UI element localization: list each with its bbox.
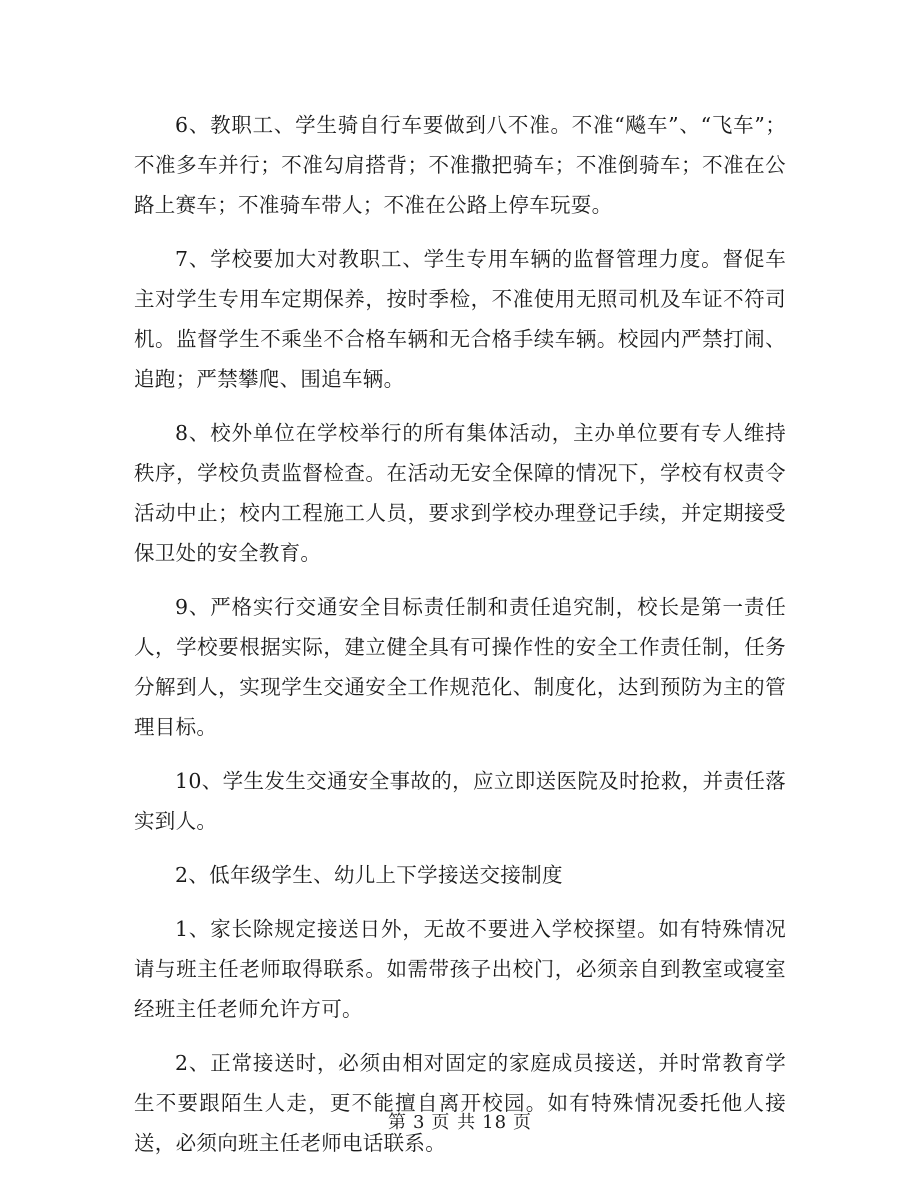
paragraph-rule-10: 10、学生发生交通安全事故的，应立即送医院及时抢救，并责任落实到人。 <box>134 769 786 833</box>
footer-prefix: 第 <box>387 1112 407 1133</box>
section-heading: 2、低年级学生、幼儿上下学接送交接制度 <box>175 863 563 887</box>
page-footer <box>0 1108 920 1138</box>
footer-suffix: 页 <box>513 1112 533 1133</box>
paragraph-pickup-1: 1、家长除规定接送日外，无故不要进入学校探望。如有特殊情况请与班主任老师取得联系。如需带孩子出校门，必须亲自到教室或寝室经班主任老师允许方可。 <box>134 917 786 1021</box>
paragraph-rule-6: 6、教职工、学生骑自行车要做到八不准。不准“飚车”、“飞车”；不准多车并行；不准勾肩搭背；不准撒把骑车；不准倒骑车；不准在公路上赛车；不准骑车带人；不准在公路上停车玩耍。 <box>134 113 786 217</box>
footer-total-pages: 18 <box>482 1112 508 1133</box>
document-body <box>134 105 786 1177</box>
paragraph-pickup-2: 2、正常接送时，必须由相对固定的家庭成员接送，并时常教育学生不要跟陌生人走，更不能擅自离开校园。如有特殊情况委托他人接送，必须向班主任老师电话联系。 <box>134 1051 786 1155</box>
paragraph-rule-9: 9、严格实行交通安全目标责任制和责任追究制，校长是第一责任人，学校要根据实际，建立健全具有可操作性的安全工作责任制，任务分解到人，实现学生交通安全工作规范化、制度化，达到预防为主的管理目标。 <box>134 595 786 739</box>
paragraph-rule-8: 8、校外单位在学校举行的所有集体活动，主办单位要有专人维持秩序，学校负责监督检查。在活动无安全保障的情况下，学校有权责令活动中止；校内工程施工人员，要求到学校办理登记手续，并定期接受保卫处的安全教育。 <box>134 421 786 565</box>
footer-page-number: 3 <box>412 1112 426 1133</box>
footer-middle: 页 共 <box>431 1112 477 1133</box>
paragraph-rule-7: 7、学校要加大对教职工、学生专用车辆的监督管理力度。督促车主对学生专用车定期保养，按时季检，不准使用无照司机及车证不符司机。监督学生不乘坐不合格车辆和无合格手续车辆。校园内严禁打闹、追跑；严禁攀爬、围追车辆。 <box>134 247 786 391</box>
